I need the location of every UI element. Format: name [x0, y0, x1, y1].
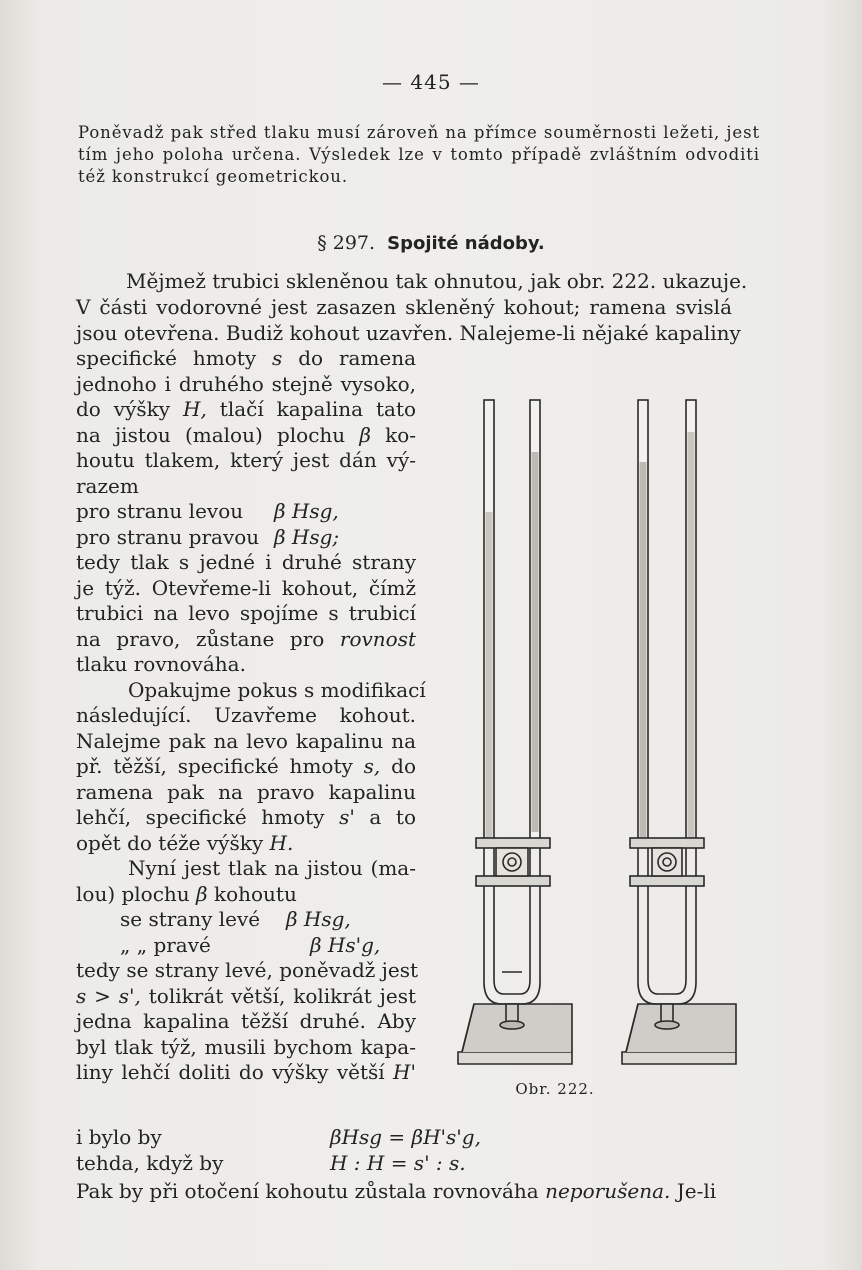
text-line: př. těžší, specifické hmoty s, do: [76, 754, 416, 778]
full-width-text: [76, 268, 748, 346]
text-line: houtu tlakem, který jest dán vý-: [76, 448, 416, 472]
page-number: — 445 —: [382, 70, 480, 94]
text-line: V části vodorovné jest zasazen skleněný kohout; ramena svislá: [76, 295, 732, 319]
text-line: jedna kapalina těžší druhé. Aby: [76, 1009, 416, 1033]
text-line: pro stranu levou β Hsg,: [76, 499, 339, 523]
text-line: liny lehčí doliti do výšky větší H': [76, 1060, 416, 1084]
text-line: jsou otevřena. Budiž kohout uzavřen. Nalejeme-li nějaké kapaliny: [76, 321, 741, 345]
text-line: Mějmež trubici skleněnou tak ohnutou, jak obr. 222. ukazuje.: [126, 269, 748, 293]
text-line: s > s', tolikrát větší, kolikrát jest: [76, 983, 417, 1008]
section-heading: [0, 232, 862, 254]
text-line: jednoho i druhého stejně vysoko,: [76, 371, 416, 396]
text-line: trubici na levo spojíme s trubicí: [76, 601, 416, 625]
text-line: tedy se strany levé, poněvadž jest: [76, 958, 419, 982]
text-line: Nalejme pak na levo kapalinu na: [76, 728, 416, 753]
text-line: razem: [76, 473, 139, 498]
communicating-vessels-figure: [452, 392, 742, 1072]
text-line: následující. Uzavřeme kohout.: [76, 703, 416, 727]
text-line: Nyní jest tlak na jistou (ma-: [128, 856, 416, 880]
text-line: lehčí, specifické hmoty s' a to: [76, 805, 417, 829]
text-line: ramena pak na pravo kapalinu: [76, 779, 416, 804]
text-line: do výšky H, tlačí kapalina tato: [76, 397, 417, 421]
text-line: specifické hmoty s do ramena: [76, 346, 417, 370]
text-line: se strany levé β Hsg,: [120, 907, 351, 931]
intro-paragraph: Poněvadž pak střed tlaku musí zároveň na přímce souměrnosti ležeti, jest tím jeho poloha určena. Výsledek lze v tomto případě zvláštním odvoditi též konstrukcí geometrickou.: [78, 123, 760, 186]
equation-line: tehda, když by H : H = s' : s.: [76, 1151, 466, 1175]
text-line: je týž. Otevřeme-li kohout, čímž: [76, 575, 416, 600]
text-line: na jistou (malou) plochu β ko-: [76, 422, 417, 447]
section-number: § 297.: [317, 232, 376, 254]
text-line: Pak by při otočení kohoutu zůstala rovnováha neporušena. Je-li: [76, 1179, 717, 1203]
text-line: pro stranu pravou β Hsg;: [76, 524, 340, 549]
text-line: byl tlak týž, musili bychom kapa-: [76, 1034, 416, 1059]
text-line: tlaku rovnováha.: [76, 652, 246, 676]
equation-line: i bylo by βHsg = βH's'g,: [76, 1125, 481, 1149]
text-line: „ „ pravé β Hs'g,: [120, 932, 381, 957]
intro-paragraph-block: [78, 122, 760, 188]
text-line: lou) plochu β kohoutu: [76, 881, 297, 906]
left-apparatus: [458, 400, 572, 1064]
right-apparatus: [622, 400, 736, 1064]
text-line: na pravo, zůstane pro rovnost: [76, 626, 417, 651]
text-line: opět do téže výšky H.: [76, 830, 294, 855]
figure-caption: Obr. 222.: [515, 1080, 595, 1098]
text-line: Opakujme pokus s modifikací: [128, 677, 426, 702]
column-text: [76, 346, 426, 1086]
text-line: tedy tlak s jedné i druhé strany: [76, 550, 416, 574]
section-title: Spojité nádoby.: [387, 233, 545, 254]
